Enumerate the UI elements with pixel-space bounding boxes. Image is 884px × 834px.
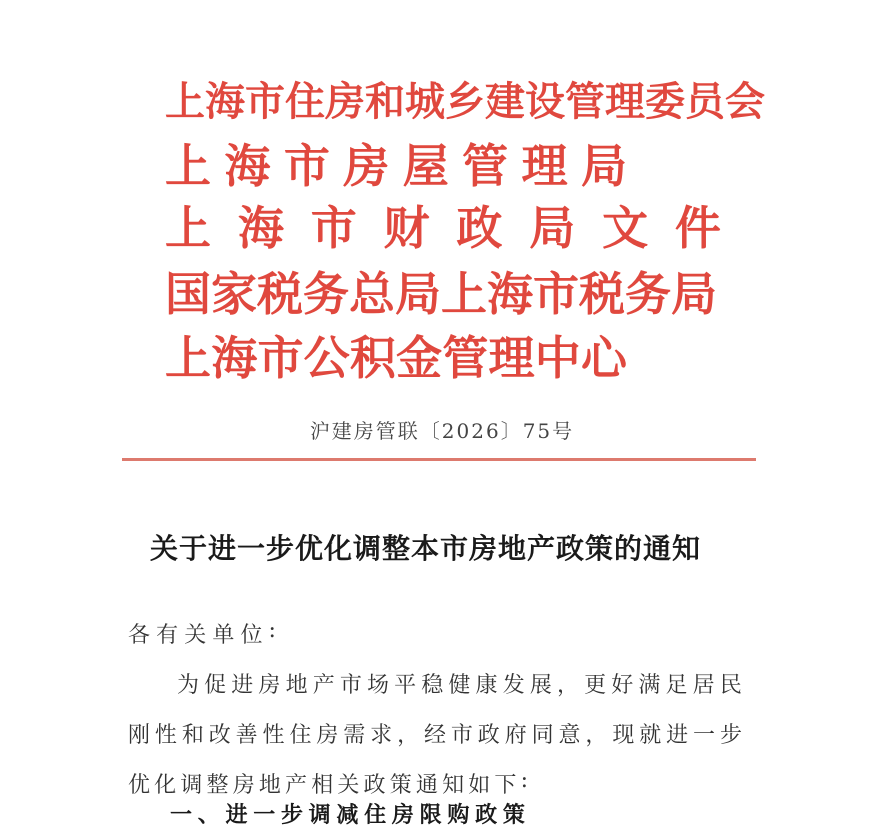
document-title: 关于进一步优化调整本市房地产政策的通知 (150, 532, 702, 565)
header-agency-3: 上 海 市 财 政 局 文 件 (165, 201, 721, 255)
header-agency-1: 上 海 市 住 房 和 城 乡 建 设 管 理 委 员 会 (165, 79, 765, 125)
body-line-1: 为 促 进 房 地 产 市 场 平 稳 健 康 发 展 ， 更 好 满 足 居 民 (177, 673, 742, 698)
red-divider (122, 458, 756, 461)
body-line-2: 刚 性 和 改 善 性 住 房 需 求 ， 经 市 政 府 同 意 ， 现 就 进 一 步 (128, 723, 742, 748)
document-number: 沪建房管联〔2026〕75号 (309, 419, 575, 443)
header-agency-5: 上 海 市 公 积 金 管 理 中 心 (165, 331, 627, 385)
header-agency-4: 国 家 税 务 总 局 上 海 市 税 务 局 (165, 267, 717, 321)
salutation: 各 有 关 单 位 : (128, 618, 276, 648)
section-heading-1: 一 、 进 一 步 调 减 住 房 限 购 政 策 (170, 803, 525, 828)
body-line-3: 优 化 调 整 房 地 产 相 关 政 策 通 知 如 下 : (128, 768, 528, 798)
header-agency-2: 上 海 市 房 屋 管 理 局 (165, 139, 627, 193)
